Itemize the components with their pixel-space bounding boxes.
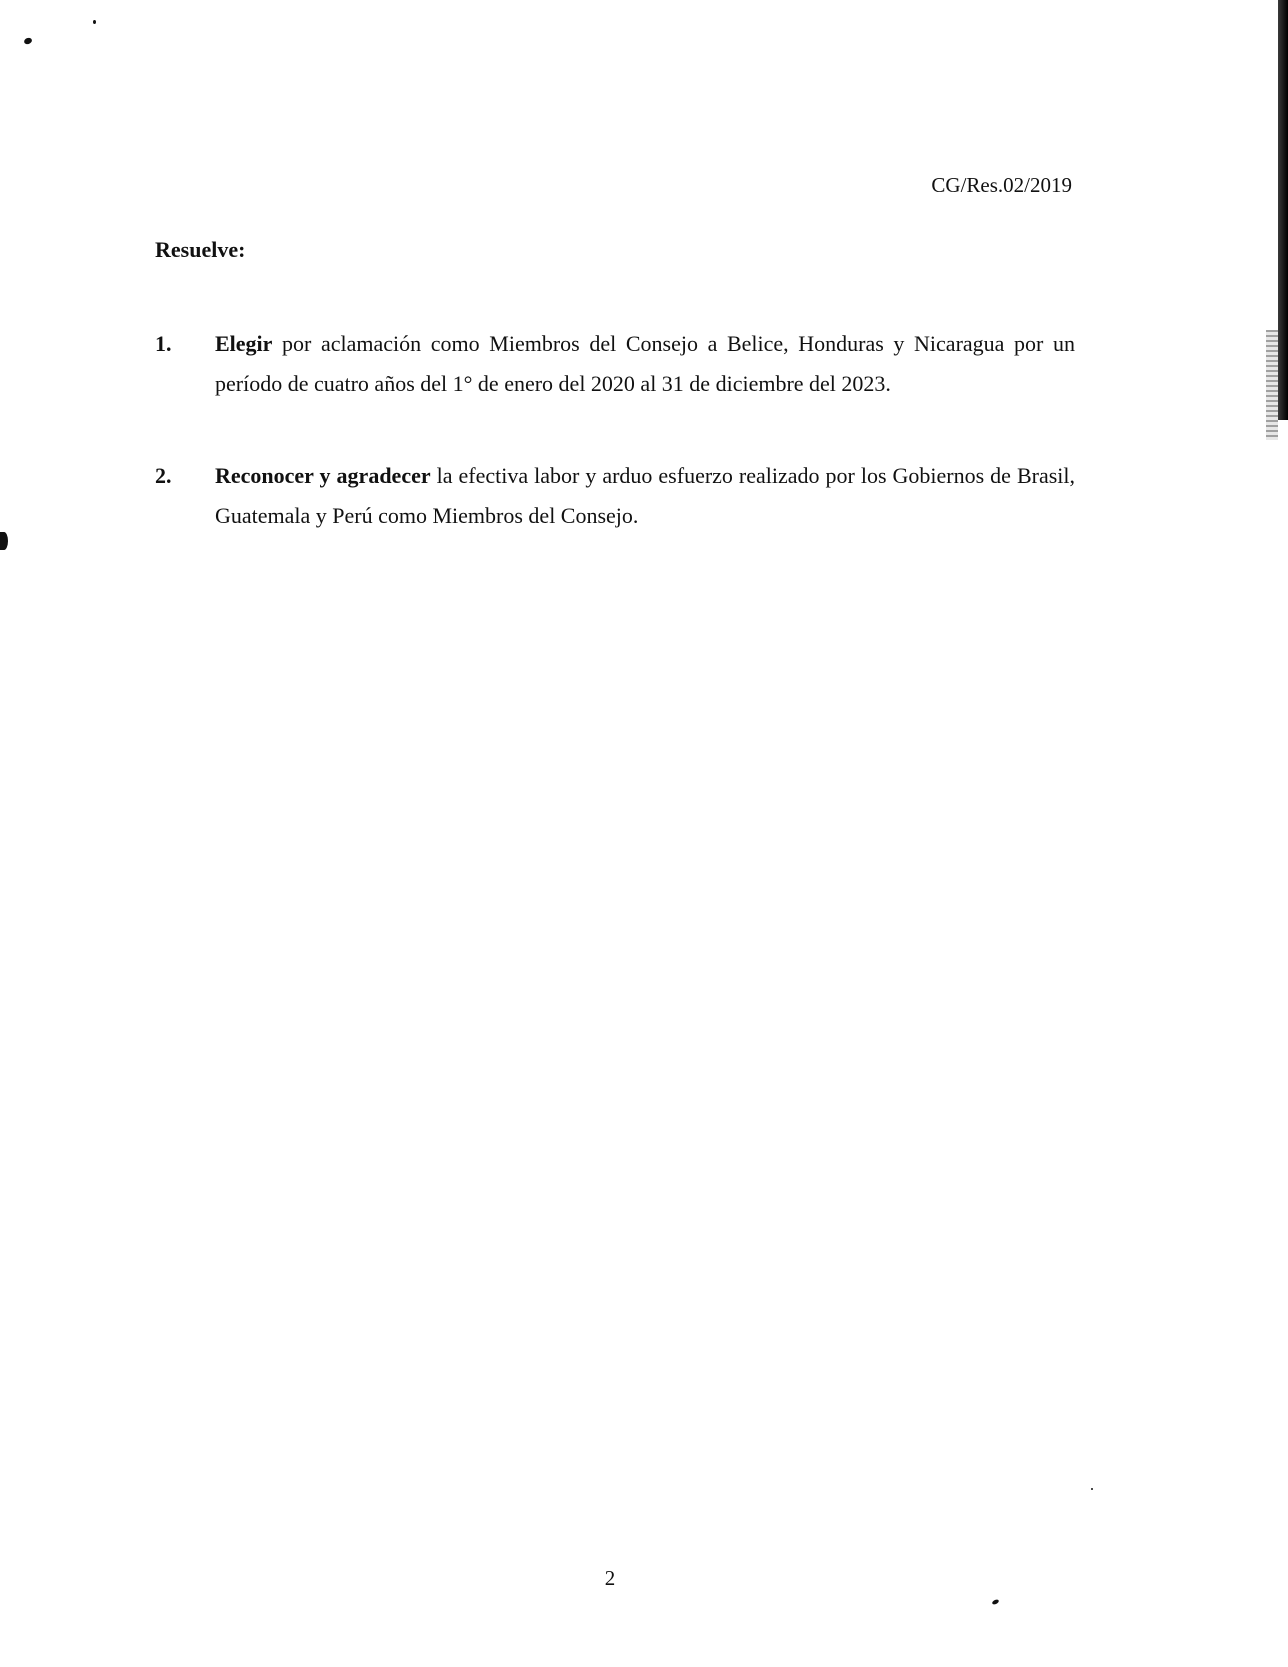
document-reference: CG/Res.02/2019 [931, 173, 1072, 197]
scan-speck [1091, 1488, 1093, 1490]
scan-edge-shadow [1278, 0, 1288, 420]
item-body: la efectiva labor y arduo esfuerzo realizado por los Gobiernos de Brasil, Guatemala y Perú como Miembros del Consejo. [215, 463, 1076, 528]
scan-speck [991, 1599, 999, 1606]
scan-speck [0, 532, 8, 550]
item-body: por aclamación como Miembros del Consejo a Belice, Honduras y Nicaragua por un período de cuatro años del 1° de enero del 2020 al 31 de diciembre del 2023. [215, 331, 1075, 396]
item-text [215, 456, 1075, 536]
item-number: 1. [155, 331, 172, 356]
item-lead: Elegir [215, 331, 273, 356]
section-heading: Resuelve: [155, 237, 246, 262]
item-number: 2. [155, 463, 172, 488]
page-number: 2 [604, 1566, 616, 1590]
item-text [215, 324, 1075, 404]
scan-edge-noise [1266, 330, 1278, 440]
scan-speck [23, 37, 33, 45]
scan-speck [93, 20, 96, 24]
item-lead: Reconocer y agradecer [215, 463, 431, 488]
